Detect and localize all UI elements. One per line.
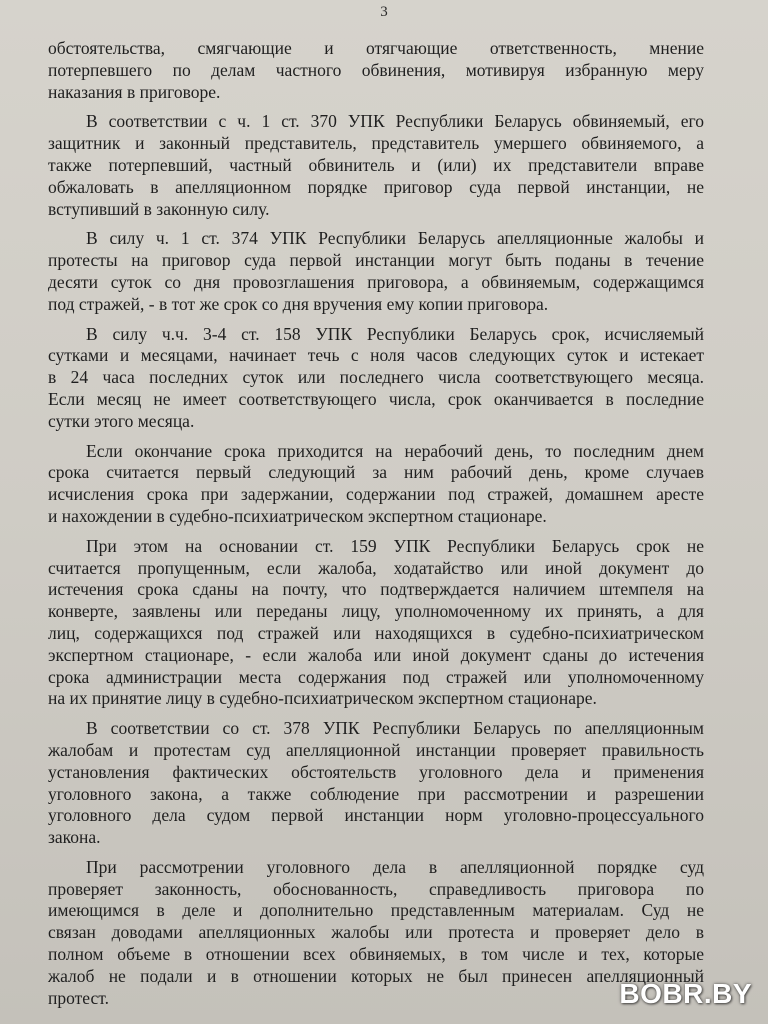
text-line: потерпевшего по делам частного обвинения, мотивируя избранную меру [48, 59, 704, 80]
text-line: обжаловать в апелляционном порядке приговор суда первой инстанции, не [48, 176, 704, 197]
text-line: жалобам и протестам суд апелляционной инстанции проверяет правильность [48, 739, 704, 760]
text-line: При этом на основании ст. 159 УПК Республики Беларусь срок не [86, 535, 704, 556]
text-line: вступивший в законную силу. [48, 198, 270, 219]
paragraph [48, 38, 704, 103]
text-line: сутками и месяцами, начинает течь с ноля часов следующих суток и истекает [48, 345, 704, 366]
paragraph-gap [48, 433, 704, 441]
text-line: В силу ч.ч. 3-4 ст. 158 УПК Республики Беларусь срок, исчисляемый [86, 323, 704, 344]
watermark-logo: BOBR.BY [619, 978, 752, 1009]
paragraph-gap [48, 103, 704, 111]
text-line: протесты на приговор суда первой инстанции могут быть поданы в течение [48, 250, 704, 271]
paragraph [48, 857, 704, 1010]
text-line: обстоятельства, смягчающие и отягчающие ответственность, мнение [48, 38, 704, 58]
text-line: защитник и законный представитель, представитель умершего обвиняемого, а [48, 133, 704, 154]
paragraph [48, 718, 704, 849]
text-line: в 24 часа последних суток или последнего числа соответствующего месяца. [48, 367, 704, 388]
document-body [48, 38, 704, 1009]
text-line: уголовного закона, а также соблюдение при рассмотрении и разрешении [48, 783, 704, 804]
text-line: и нахождении в судебно-психиатрическом экспертном стационаре. [48, 505, 547, 526]
text-line: экспертном стационаре, - если жалоба или иной документ сданы до истечения [48, 644, 704, 665]
text-line: считается пропущенным, если жалоба, ходатайство или иной документ до [48, 557, 704, 578]
paragraph [48, 228, 704, 315]
paragraph-gap [48, 710, 704, 718]
paragraph-gap [48, 316, 704, 324]
text-line: лиц, содержащихся под стражей или находящихся в судебно-психиатрическом [48, 622, 704, 643]
text-line: связан доводами апелляционных жалобы или протеста и проверяет дело в [48, 922, 704, 943]
paragraph [48, 324, 704, 433]
text-line: Если окончание срока приходится на нерабочий день, то последним днем [86, 440, 704, 461]
text-line: полном объеме в отношении всех обвиняемых, в том числе и тех, которые [48, 944, 704, 965]
text-line: закона. [48, 827, 101, 848]
text-line: сутки этого месяца. [48, 410, 195, 431]
text-line: срока считается первый следующий за ним рабочий день, кроме случаев [48, 462, 704, 483]
text-line: наказания в приговоре. [48, 81, 221, 102]
text-line: срока администрации места содержания под стражей или уполномоченному [48, 666, 704, 687]
text-line: В силу ч. 1 ст. 374 УПК Республики Беларусь апелляционные жалобы и [86, 228, 704, 249]
text-line: конверте, заявлены или переданы лицу, уполномоченному их принять, а для [48, 601, 704, 622]
text-line: десяти суток со дня провозглашения приговора, а обвиняемым, содержащимся [48, 271, 704, 292]
text-line: имеющимся в деле и дополнительно представленным материалам. Суд не [48, 900, 704, 921]
text-line: При рассмотрении уголовного дела в апелляционной порядке суд [86, 856, 704, 877]
text-line: жалоб не подали и в отношении которых не был принесен апелляционный [48, 965, 704, 986]
text-line: также потерпевший, частный обвинитель и (или) их представители вправе [48, 154, 704, 175]
paragraph [48, 441, 704, 528]
text-line: В соответствии со ст. 378 УПК Республики Беларусь по апелляционным [86, 718, 704, 739]
paragraph-gap [48, 849, 704, 857]
text-line: установления фактических обстоятельств уголовного дела и применения [48, 761, 704, 782]
paragraph [48, 111, 704, 220]
text-line: на их принятие лицу в судебно-психиатрическом экспертном стационаре. [48, 688, 597, 709]
text-line: проверяет законность, обоснованность, справедливость приговора по [48, 878, 704, 899]
text-line: исчисления срока при задержании, содержании под стражей, домашнем аресте [48, 484, 704, 505]
text-line: Если месяц не имеет соответствующего числа, срок оканчивается в последние [48, 388, 704, 409]
text-line: протест. [48, 987, 109, 1008]
paragraph-gap [48, 220, 704, 228]
paragraph [48, 536, 704, 710]
text-line: В соответствии с ч. 1 ст. 370 УПК Республики Беларусь обвиняемый, его [86, 111, 704, 132]
text-line: под стражей, - в тот же срок со дня вручения ему копии приговора. [48, 293, 549, 314]
page-number: 3 [380, 4, 388, 20]
text-line: истечения срока сданы на почту, что подтверждается наличием штемпеля на [48, 579, 704, 600]
text-line: уголовного дела судом первой инстанции норм уголовно-процессуального [48, 805, 704, 826]
paragraph-gap [48, 528, 704, 536]
